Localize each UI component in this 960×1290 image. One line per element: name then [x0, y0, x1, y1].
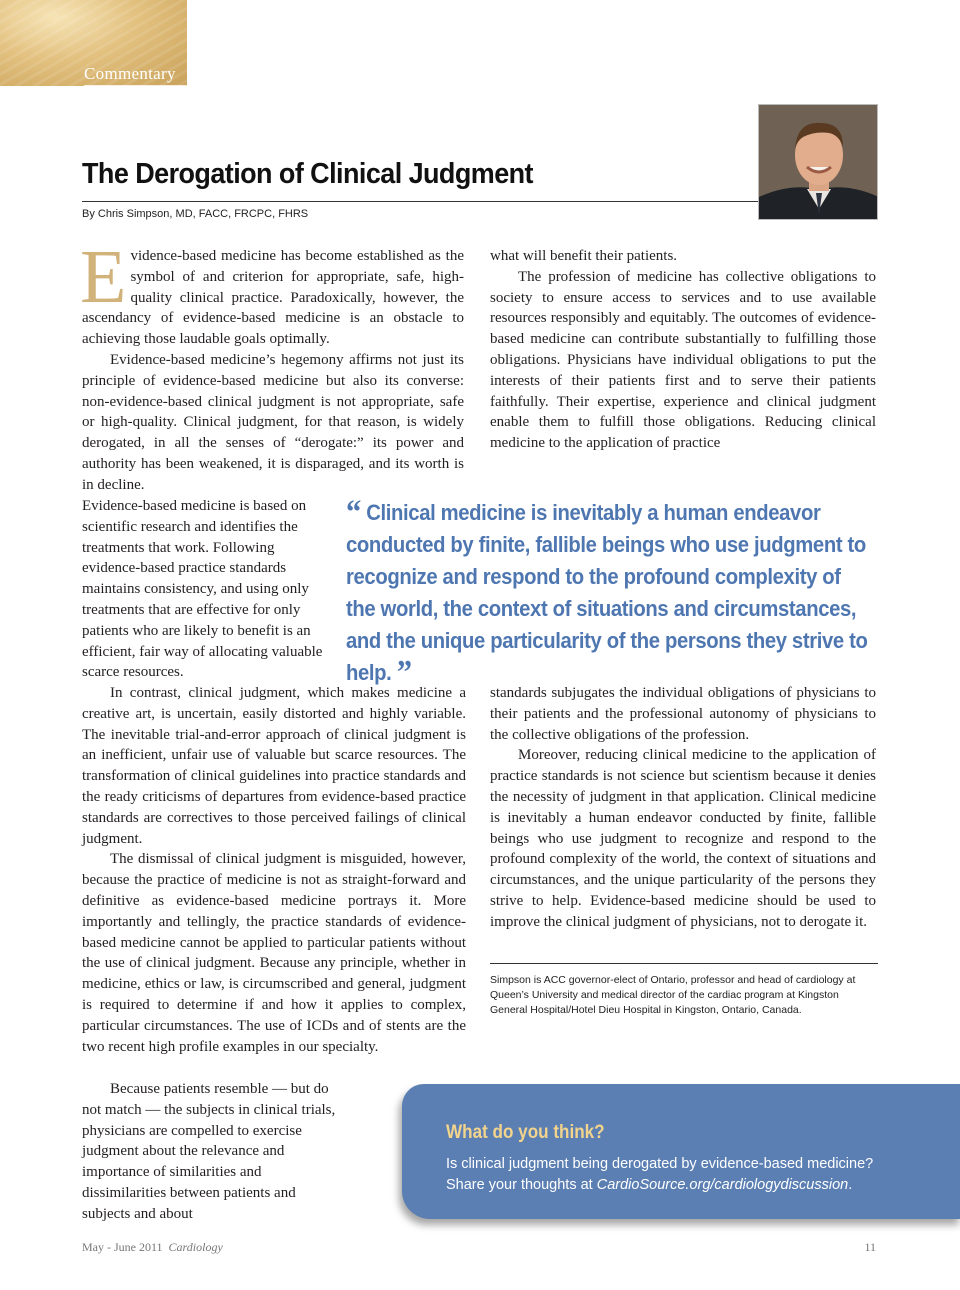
paragraph-r3: standards subjugates the individual obligations of physicians to their patients and the professional autonomy of physicians to the collective obligations of the profession. — [490, 685, 876, 743]
drop-cap: E — [80, 235, 127, 319]
footer-issue — [82, 1240, 223, 1255]
discussion-link[interactable]: CardioSource.org/cardiologydiscussion — [596, 1177, 849, 1193]
callout-question: Is clinical judgment being derogated by evidence-based medicine? — [446, 1156, 874, 1172]
footer-journal: Cardiology — [168, 1240, 223, 1254]
article-title: The Derogation of Clinical Judgment — [82, 158, 533, 190]
callout-title: What do you think? — [446, 1122, 605, 1143]
byline: By Chris Simpson, MD, FACC, FRCPC, FHRS — [82, 208, 309, 220]
paragraph-3: In contrast, clinical judgment, which makes medicine a creative art, is uncertain, easily distorted and highly variable. The inevitable trial-and-error approach of clinical judgment is an inefficient, unfair use of valuable but scarce resources. The transformation of clinical guidelines into practice standards and the ready criticisms of departures from evidence-based practice standards are correctives to those perceived failings of clinical judgment. — [82, 685, 466, 847]
pull-quote-text: Clinical medicine is inevitably a human endeavor conducted by finite, fallible beings who use judgment to recognize and respond to the profound complexity of the world, the context of situations and circumstances, and the unique particularity of the persons they strive to help. — [346, 500, 868, 685]
paragraph-1 — [80, 235, 464, 350]
callout-share-suffix: . — [848, 1177, 853, 1193]
section-header-art — [0, 0, 187, 86]
section-label: Commentary — [84, 64, 176, 83]
article-column-left-last — [82, 1079, 342, 1225]
article-column-left-narrow — [82, 496, 324, 683]
article-column-left-top — [80, 235, 464, 496]
bio-rule — [490, 963, 878, 964]
section-label-rule — [84, 85, 187, 86]
callout-share-prefix: Share your thoughts at — [446, 1177, 597, 1193]
paragraph-r2: The profession of medicine has collective obligations to society to ensure access to services and to use available resources responsibly and equitably. The outcomes of evidence-based medicine can contribute substantially to fulfilling those obligations. Physicians have individual obligations to put the interests of their patients first and to serve their patients faithfully. Their expertise, experience and clinical judgment enable them to fulfill those obligations. Reducing clinical medicine to the application of practice — [490, 268, 876, 452]
paragraph-1-text: vidence-based medicine has become established as the symbol of and criterion for appropriate, safe, high-quality clinical practice. Paradoxically, however, the ascendancy of evidence-based medicine is an obstacle to achieving those laudable goals optimally. — [82, 248, 464, 348]
paragraph-2-wide: Evidence-based medicine’s hegemony affirms not just its principle of evidence-based medicine but also its converse: non-evidence-based clinical judgment is not appropriate, safe or high-quality. Clinical judgment, for that reason, is widely derogated, in all the senses of “derogate:” its power and authority has been weakened, it is disparaged, and its worth is in decline. — [82, 351, 464, 493]
discussion-callout-box — [402, 1084, 960, 1219]
paragraph-r1: what will benefit their patients. — [490, 248, 678, 264]
footer-date: May - June 2011 — [82, 1240, 163, 1254]
page-number: 11 — [864, 1240, 876, 1254]
paragraph-4: The dismissal of clinical judgment is misguided, however, because the practice of medicine is not as straight-forward and definitive as evidence-based medicine portrays it. More importantly and tellingly, the practice standards of evidence-based medicine cannot be applied to particular patients without the use of clinical judgment. Because any principle, whether in medicine, ethics or law, is circumscribed and general, judgment is required to determine if and how it applies to complex, particular circumstances. The use of ICDs and of stents are the two recent high profile examples in our specialty. — [82, 851, 466, 1055]
author-bio: Simpson is ACC governor-elect of Ontario, professor and head of cardiology at Queen’s University and medical director of the cardiac program at Kingston General Hospital/Hotel Dieu Hospital in Kingston, Ontario, Canada. — [490, 974, 856, 1016]
paragraph-5: Because patients resemble — but do not match — the subjects in clinical trials, physicians are compelled to exercise judgment about the relevance and importance of similarities and dissimilarities between patients and subjects and about — [82, 1081, 336, 1222]
callout-body — [446, 1154, 926, 1196]
open-quote-mark: “ — [346, 494, 361, 531]
article-column-right-top — [490, 246, 876, 454]
pull-quote — [346, 494, 868, 691]
author-photo — [758, 104, 878, 220]
title-rule — [82, 201, 760, 202]
paragraph-r4: Moreover, reducing clinical medicine to the application of practice standards is not science but scientism because it denies the necessity of judgment in that application. Clinical medicine is inevitably a human endeavor conducted by finite, fallible beings who use judgment to recognize and respond to the profound complexity of the world, the context of situations and circumstances, and the unique particularity of the persons they strive to help. Evidence-based medicine should be used to improve the clinical judgment of physicians, not to derogate it. — [490, 747, 876, 930]
callout-share-line — [446, 1175, 926, 1196]
article-column-left-bottom — [82, 683, 466, 1057]
close-quote-mark: ” — [396, 654, 412, 691]
paragraph-2-narrow: Evidence-based medicine is based on scientific research and identifies the treatments that work. Following evidence-based practice standards maintains consistency, and using only treatments that are effective for only patients who are likely to benefit is an efficient, fair way of allocating valuable scarce resources. — [82, 498, 323, 681]
article-column-right-bottom — [490, 683, 876, 933]
